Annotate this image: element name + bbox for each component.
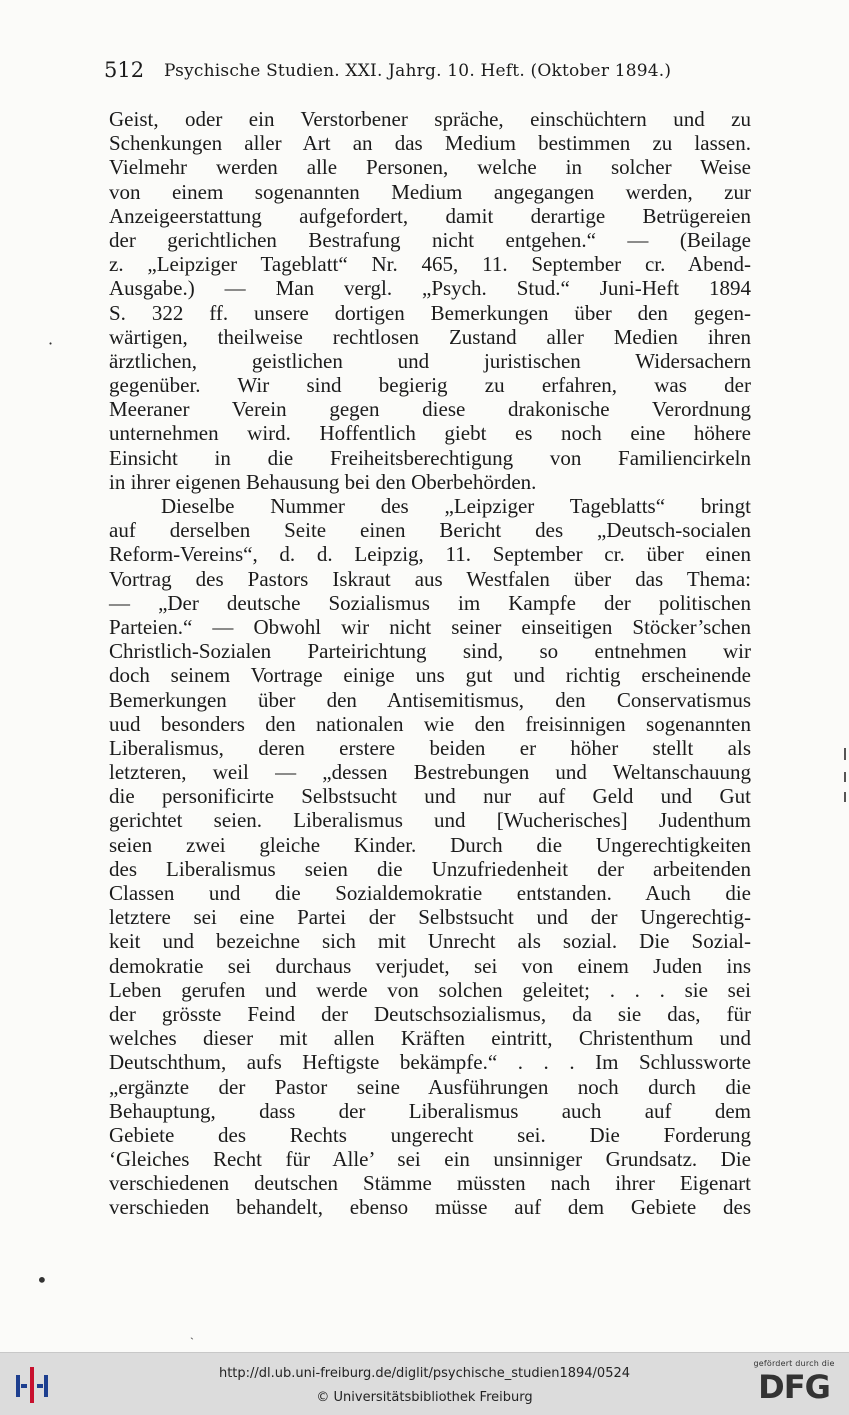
text-line: keit und bezeichne sich mit Unrecht als sozial. Die Sozial-	[109, 929, 751, 954]
dfg-caption: gefördert durch die	[753, 1359, 835, 1368]
text-line: Schenkungen aller Art an das Medium bestimmen zu lassen.	[109, 131, 751, 156]
text-line: Behauptung, dass der Liberalismus auch auf dem	[109, 1098, 751, 1123]
text-line: gerichtet seien. Liberalismus und [Wucherisches] Judenthum	[109, 808, 751, 833]
margin-dot: ·	[48, 334, 54, 353]
text-line: Ausgabe.) — Man vergl. „Psych. Stud.“ Juni-Heft 1894	[109, 276, 751, 301]
text-line: S. 322 ff. unsere dortigen Bemerkungen über den gegen-	[109, 300, 751, 325]
text-line: verschieden behandelt, ebenso müsse auf dem Gebiete des	[109, 1195, 751, 1220]
text-line: wärtigen, theilweise rechtlosen Zustand aller Medien ihren	[109, 324, 751, 349]
page-number: 512	[104, 58, 145, 82]
text-line: ärztlichen, geistlichen und juristischen Widersachern	[109, 348, 751, 373]
text-line: Leben gerufen und werde von solchen geleitet; . . . sie sei	[109, 977, 751, 1002]
text-line: Christlich-Sozialen Parteirichtung sind, so entnehmen wir	[109, 639, 751, 664]
text-line: Einsicht in die Freiheitsberechtigung von Familiencirkeln	[109, 445, 751, 470]
edge-mark	[844, 748, 846, 760]
text-line: ‘Gleiches Recht für Alle’ sei ein unsinniger Grundsatz. Die	[109, 1147, 751, 1172]
page-header	[104, 58, 724, 88]
text-line: uud besonders den nationalen wie den freisinnigen sogenannten	[109, 711, 751, 736]
text-line: Dieselbe Nummer des „Leipziger Tageblatts“ bringt	[161, 494, 751, 518]
margin-tick: ˏ	[190, 1326, 194, 1340]
text-line: des Liberalismus seien die Unzufriedenheit der arbeitenden	[109, 856, 751, 881]
text-line: Gebiete des Rechts ungerecht sei. Die Forderung	[109, 1122, 751, 1147]
text-line: seien zwei gleiche Kinder. Durch die Ungerechtigkeiten	[109, 832, 751, 857]
text-line: Anzeigeerstattung aufgefordert, damit derartige Betrügereien	[109, 203, 751, 228]
text-line: — „Der deutsche Sozialismus im Kampfe der politischen	[109, 590, 751, 615]
dfg-logo-text: DFG	[758, 1368, 830, 1406]
text-line: demokratie sei durchaus verjudet, sei von einem Juden ins	[109, 953, 751, 978]
text-line: welches dieser mit allen Kräften eintritt, Christenthum und	[109, 1026, 751, 1051]
text-line: der gerichtlichen Bestrafung nicht entgehen.“ — (Beilage	[109, 227, 751, 252]
text-line: Meeraner Verein gegen diese drakonische Verordnung	[109, 397, 751, 422]
text-line: Liberalismus, deren erstere beiden er höher stellt als	[109, 735, 751, 760]
text-line: Bemerkungen über den Antisemitismus, den Conservatismus	[109, 687, 751, 712]
text-line: Deutschthum, aufs Heftigste bekämpfe.“ . . . Im Schlussworte	[109, 1050, 751, 1075]
text-line: von einem sogenannten Medium angegangen werden, zur	[109, 179, 751, 204]
text-line: unternehmen wird. Hoffentlich giebt es noch eine höhere	[109, 421, 751, 446]
text-line: doch seinem Vortrage einige uns gut und richtig erscheinende	[109, 663, 751, 688]
text-line: Vortrag des Pastors Iskraut aus Westfalen über das Thema:	[109, 566, 751, 591]
text-line: auf derselben Seite einen Bericht des „Deutsch-socialen	[109, 518, 751, 543]
text-line: in ihrer eigenen Behausung bei den Oberbehörden.	[109, 469, 537, 494]
edge-mark	[844, 772, 846, 782]
text-line: der grösste Feind der Deutschsozialismus, da sie das, für	[109, 1001, 751, 1026]
text-line: z. „Leipziger Tageblatt“ Nr. 465, 11. September cr. Abend-	[109, 252, 751, 277]
text-line: Geist, oder ein Verstorbener spräche, einschüchtern und zu	[109, 107, 751, 131]
text-line: Vielmehr werden alle Personen, welche in solcher Weise	[109, 155, 751, 180]
text-line: die personificirte Selbstsucht und nur auf Geld und Gut	[109, 784, 751, 809]
document-url-link[interactable]: http://dl.ub.uni-freiburg.de/diglit/psychische_studien1894/0524	[218, 1366, 631, 1381]
running-title: Psychische Studien. XXI. Jahrg. 10. Heft. (Oktober 1894.)	[164, 61, 672, 81]
dfg-logo	[748, 1359, 840, 1411]
text-line: „ergänzte der Pastor seine Ausführungen noch durch die	[109, 1074, 751, 1099]
margin-dot: •	[36, 1268, 48, 1292]
text-line: letztere sei eine Partei der Selbstsucht und der Ungerechtig-	[109, 905, 751, 930]
body-text	[109, 107, 751, 1220]
text-line: Parteien.“ — Obwohl wir nicht seiner einseitigen Stöcker’schen	[109, 614, 751, 639]
copyright-notice: © Universitätsbibliothek Freiburg	[316, 1390, 533, 1405]
text-line: letzteren, weil — „dessen Bestrebungen und Weltanschauung	[109, 760, 751, 785]
text-line: Classen und die Sozialdemokratie entstanden. Auch die	[109, 881, 751, 905]
text-line: Reform-Vereins“, d. d. Leipzig, 11. September cr. über einen	[109, 542, 751, 567]
text-line: gegenüber. Wir sind begierig zu erfahren, was der	[109, 373, 751, 398]
text-line: verschiedenen deutschen Stämme müssten nach ihrer Eigenart	[109, 1171, 751, 1196]
edge-mark	[844, 792, 846, 802]
viewer-footer	[0, 1352, 849, 1415]
